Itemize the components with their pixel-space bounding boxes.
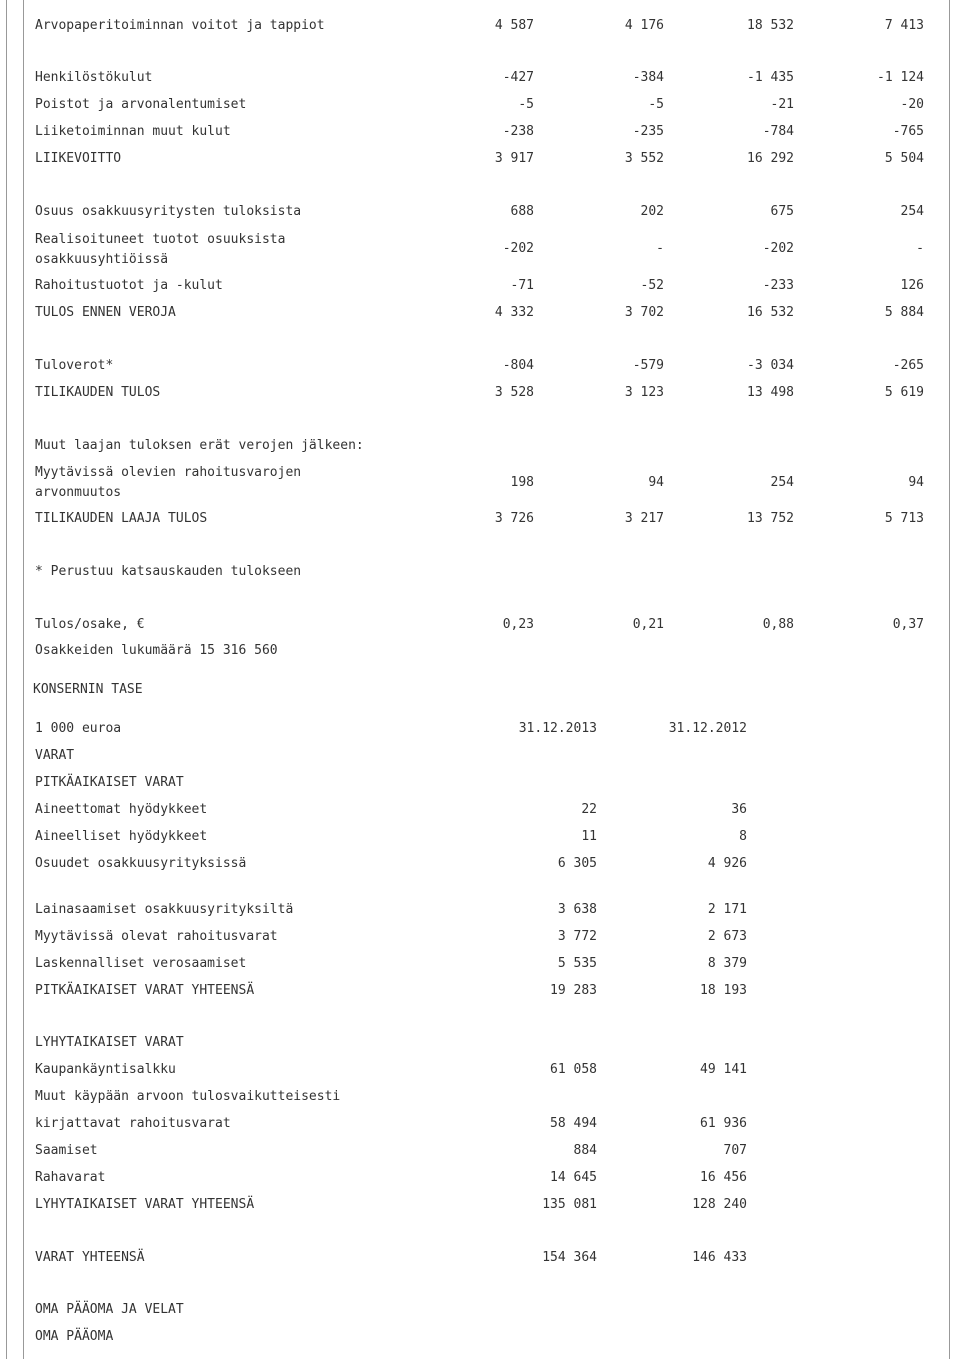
- row-value: 0,21: [632, 617, 664, 632]
- row-label: TILIKAUDEN LAAJA TULOS: [35, 511, 208, 526]
- row-value: 94: [908, 475, 924, 490]
- row-value: -202: [762, 241, 794, 256]
- row-value: 11: [581, 829, 597, 844]
- row-value: -: [656, 241, 664, 256]
- row-value: 3 726: [494, 511, 534, 526]
- row-label: Lainasaamiset osakkuusyrityksiltä: [35, 902, 294, 917]
- left-border-inner: [23, 0, 24, 1359]
- row-value: -5: [648, 97, 664, 112]
- row-value: 4 926: [707, 856, 747, 871]
- row-value: 3 123: [624, 385, 664, 400]
- row-label: Arvopaperitoiminnan voitot ja tappiot: [35, 18, 325, 33]
- row-value: 198: [510, 475, 534, 490]
- row-value: -202: [502, 241, 534, 256]
- row-value: 61 058: [550, 1062, 597, 1077]
- row-label: Kaupankäyntisalkku: [35, 1062, 176, 1077]
- row-value: -579: [632, 358, 664, 373]
- section-heading: OMA PÄÄOMA JA VELAT: [35, 1302, 184, 1317]
- row-value: 3 217: [624, 511, 664, 526]
- row-value: 0,88: [762, 617, 794, 632]
- row-label: Poistot ja arvonalentumiset: [35, 97, 247, 112]
- right-border: [949, 0, 950, 1359]
- column-header: 31.12.2012: [668, 721, 747, 736]
- row-label: Myytävissä olevat rahoitusvarat: [35, 929, 278, 944]
- row-value: 675: [770, 204, 794, 219]
- row-label: Osuus osakkuusyritysten tuloksista: [35, 204, 302, 219]
- row-value: -20: [900, 97, 924, 112]
- row-value: 13 752: [747, 511, 794, 526]
- row-value: 22: [581, 802, 597, 817]
- left-border-outer: [6, 0, 7, 1359]
- row-value: 5 504: [884, 151, 924, 166]
- row-label: Henkilöstökulut: [35, 70, 153, 85]
- row-value: -52: [640, 278, 664, 293]
- row-label: Myytävissä olevien rahoitusvarojen arvonmuutos: [35, 465, 302, 500]
- row-label: Aineelliset hyödykkeet: [35, 829, 208, 844]
- row-value: 154 364: [542, 1250, 597, 1265]
- row-value: -265: [892, 358, 924, 373]
- row-value: -: [916, 241, 924, 256]
- row-label: TULOS ENNEN VEROJA: [35, 305, 176, 320]
- row-value: 7 413: [884, 18, 924, 33]
- row-label: kirjattavat rahoitusvarat: [35, 1116, 231, 1131]
- row-value: 254: [900, 204, 924, 219]
- row-value: 5 713: [884, 511, 924, 526]
- row-label: Rahavarat: [35, 1170, 106, 1185]
- section-heading: LYHYTAIKAISET VARAT: [35, 1035, 184, 1050]
- row-value: 8: [739, 829, 747, 844]
- row-value: -233: [762, 278, 794, 293]
- row-value: 19 283: [550, 983, 597, 998]
- row-label: PITKÄAIKAISET VARAT YHTEENSÄ: [35, 983, 255, 998]
- row-value: 126: [900, 278, 924, 293]
- row-value: 3 638: [557, 902, 597, 917]
- row-value: 5 619: [884, 385, 924, 400]
- row-value: -21: [770, 97, 794, 112]
- row-value: 135 081: [542, 1197, 597, 1212]
- row-value: 61 936: [700, 1116, 747, 1131]
- row-value: 18 532: [747, 18, 794, 33]
- row-value: 146 433: [692, 1250, 747, 1265]
- row-value: 16 456: [700, 1170, 747, 1185]
- row-label: LIIKEVOITTO: [35, 151, 122, 166]
- row-value: -765: [892, 124, 924, 139]
- row-value: 202: [640, 204, 664, 219]
- row-value: 8 379: [707, 956, 747, 971]
- row-value: 4 587: [494, 18, 534, 33]
- row-label: Saamiset: [35, 1143, 98, 1158]
- row-value: 688: [510, 204, 534, 219]
- row-value: -5: [518, 97, 534, 112]
- row-value: -784: [762, 124, 794, 139]
- row-value: 13 498: [747, 385, 794, 400]
- row-value: 18 193: [700, 983, 747, 998]
- section-heading: OMA PÄÄOMA: [35, 1329, 114, 1344]
- row-value: 6 305: [557, 856, 597, 871]
- row-label: Rahoitustuotot ja -kulut: [35, 278, 223, 293]
- row-label: Osuudet osakkuusyrityksissä: [35, 856, 247, 871]
- row-label: Osakkeiden lukumäärä 15 316 560: [35, 643, 278, 658]
- footnote: * Perustuu katsauskauden tulokseen: [35, 564, 302, 579]
- row-value: 707: [723, 1143, 747, 1158]
- row-label: Tulos/osake, €: [35, 617, 145, 632]
- row-label: Tuloverot*: [35, 358, 114, 373]
- row-value: 3 917: [494, 151, 534, 166]
- row-value: -427: [502, 70, 534, 85]
- row-label: Aineettomat hyödykkeet: [35, 802, 208, 817]
- row-value: 2 673: [707, 929, 747, 944]
- section-heading: PITKÄAIKAISET VARAT: [35, 775, 184, 790]
- row-value: -1 124: [877, 70, 924, 85]
- section-heading: Muut laajan tuloksen erät verojen jälkeen:: [35, 438, 364, 453]
- row-value: 36: [731, 802, 747, 817]
- row-value: 254: [770, 475, 794, 490]
- row-value: 5 535: [557, 956, 597, 971]
- row-value: 16 532: [747, 305, 794, 320]
- row-value: 4 332: [494, 305, 534, 320]
- row-value: 884: [573, 1143, 597, 1158]
- row-value: -71: [510, 278, 534, 293]
- row-value: 3 552: [624, 151, 664, 166]
- row-value: 4 176: [624, 18, 664, 33]
- row-value: -238: [502, 124, 534, 139]
- row-value: 58 494: [550, 1116, 597, 1131]
- row-value: 14 645: [550, 1170, 597, 1185]
- row-value: 94: [648, 475, 664, 490]
- row-value: 49 141: [700, 1062, 747, 1077]
- row-label: VARAT YHTEENSÄ: [35, 1250, 145, 1265]
- row-value: -804: [502, 358, 534, 373]
- row-value: 128 240: [692, 1197, 747, 1212]
- row-value: 5 884: [884, 305, 924, 320]
- row-label: LYHYTAIKAISET VARAT YHTEENSÄ: [35, 1197, 255, 1212]
- row-label: Muut käypään arvoon tulosvaikutteisesti: [35, 1089, 341, 1104]
- row-value: -235: [632, 124, 664, 139]
- row-value: -384: [632, 70, 664, 85]
- row-value: 16 292: [747, 151, 794, 166]
- row-value: 3 528: [494, 385, 534, 400]
- row-value: 3 772: [557, 929, 597, 944]
- row-value: 0,37: [892, 617, 924, 632]
- row-label: Liiketoiminnan muut kulut: [35, 124, 231, 139]
- section-title: KONSERNIN TASE: [33, 682, 143, 697]
- row-value: 2 171: [707, 902, 747, 917]
- row-label: Laskennalliset verosaamiset: [35, 956, 247, 971]
- row-value: -3 034: [747, 358, 794, 373]
- row-label: Realisoituneet tuotot osuuksista osakkuusyhtiöissä: [35, 232, 286, 267]
- row-value: 0,23: [502, 617, 534, 632]
- column-header: 31.12.2013: [518, 721, 597, 736]
- row-label: TILIKAUDEN TULOS: [35, 385, 161, 400]
- row-value: 3 702: [624, 305, 664, 320]
- section-heading: VARAT: [35, 748, 75, 763]
- row-value: -1 435: [747, 70, 794, 85]
- unit-label: 1 000 euroa: [35, 721, 122, 736]
